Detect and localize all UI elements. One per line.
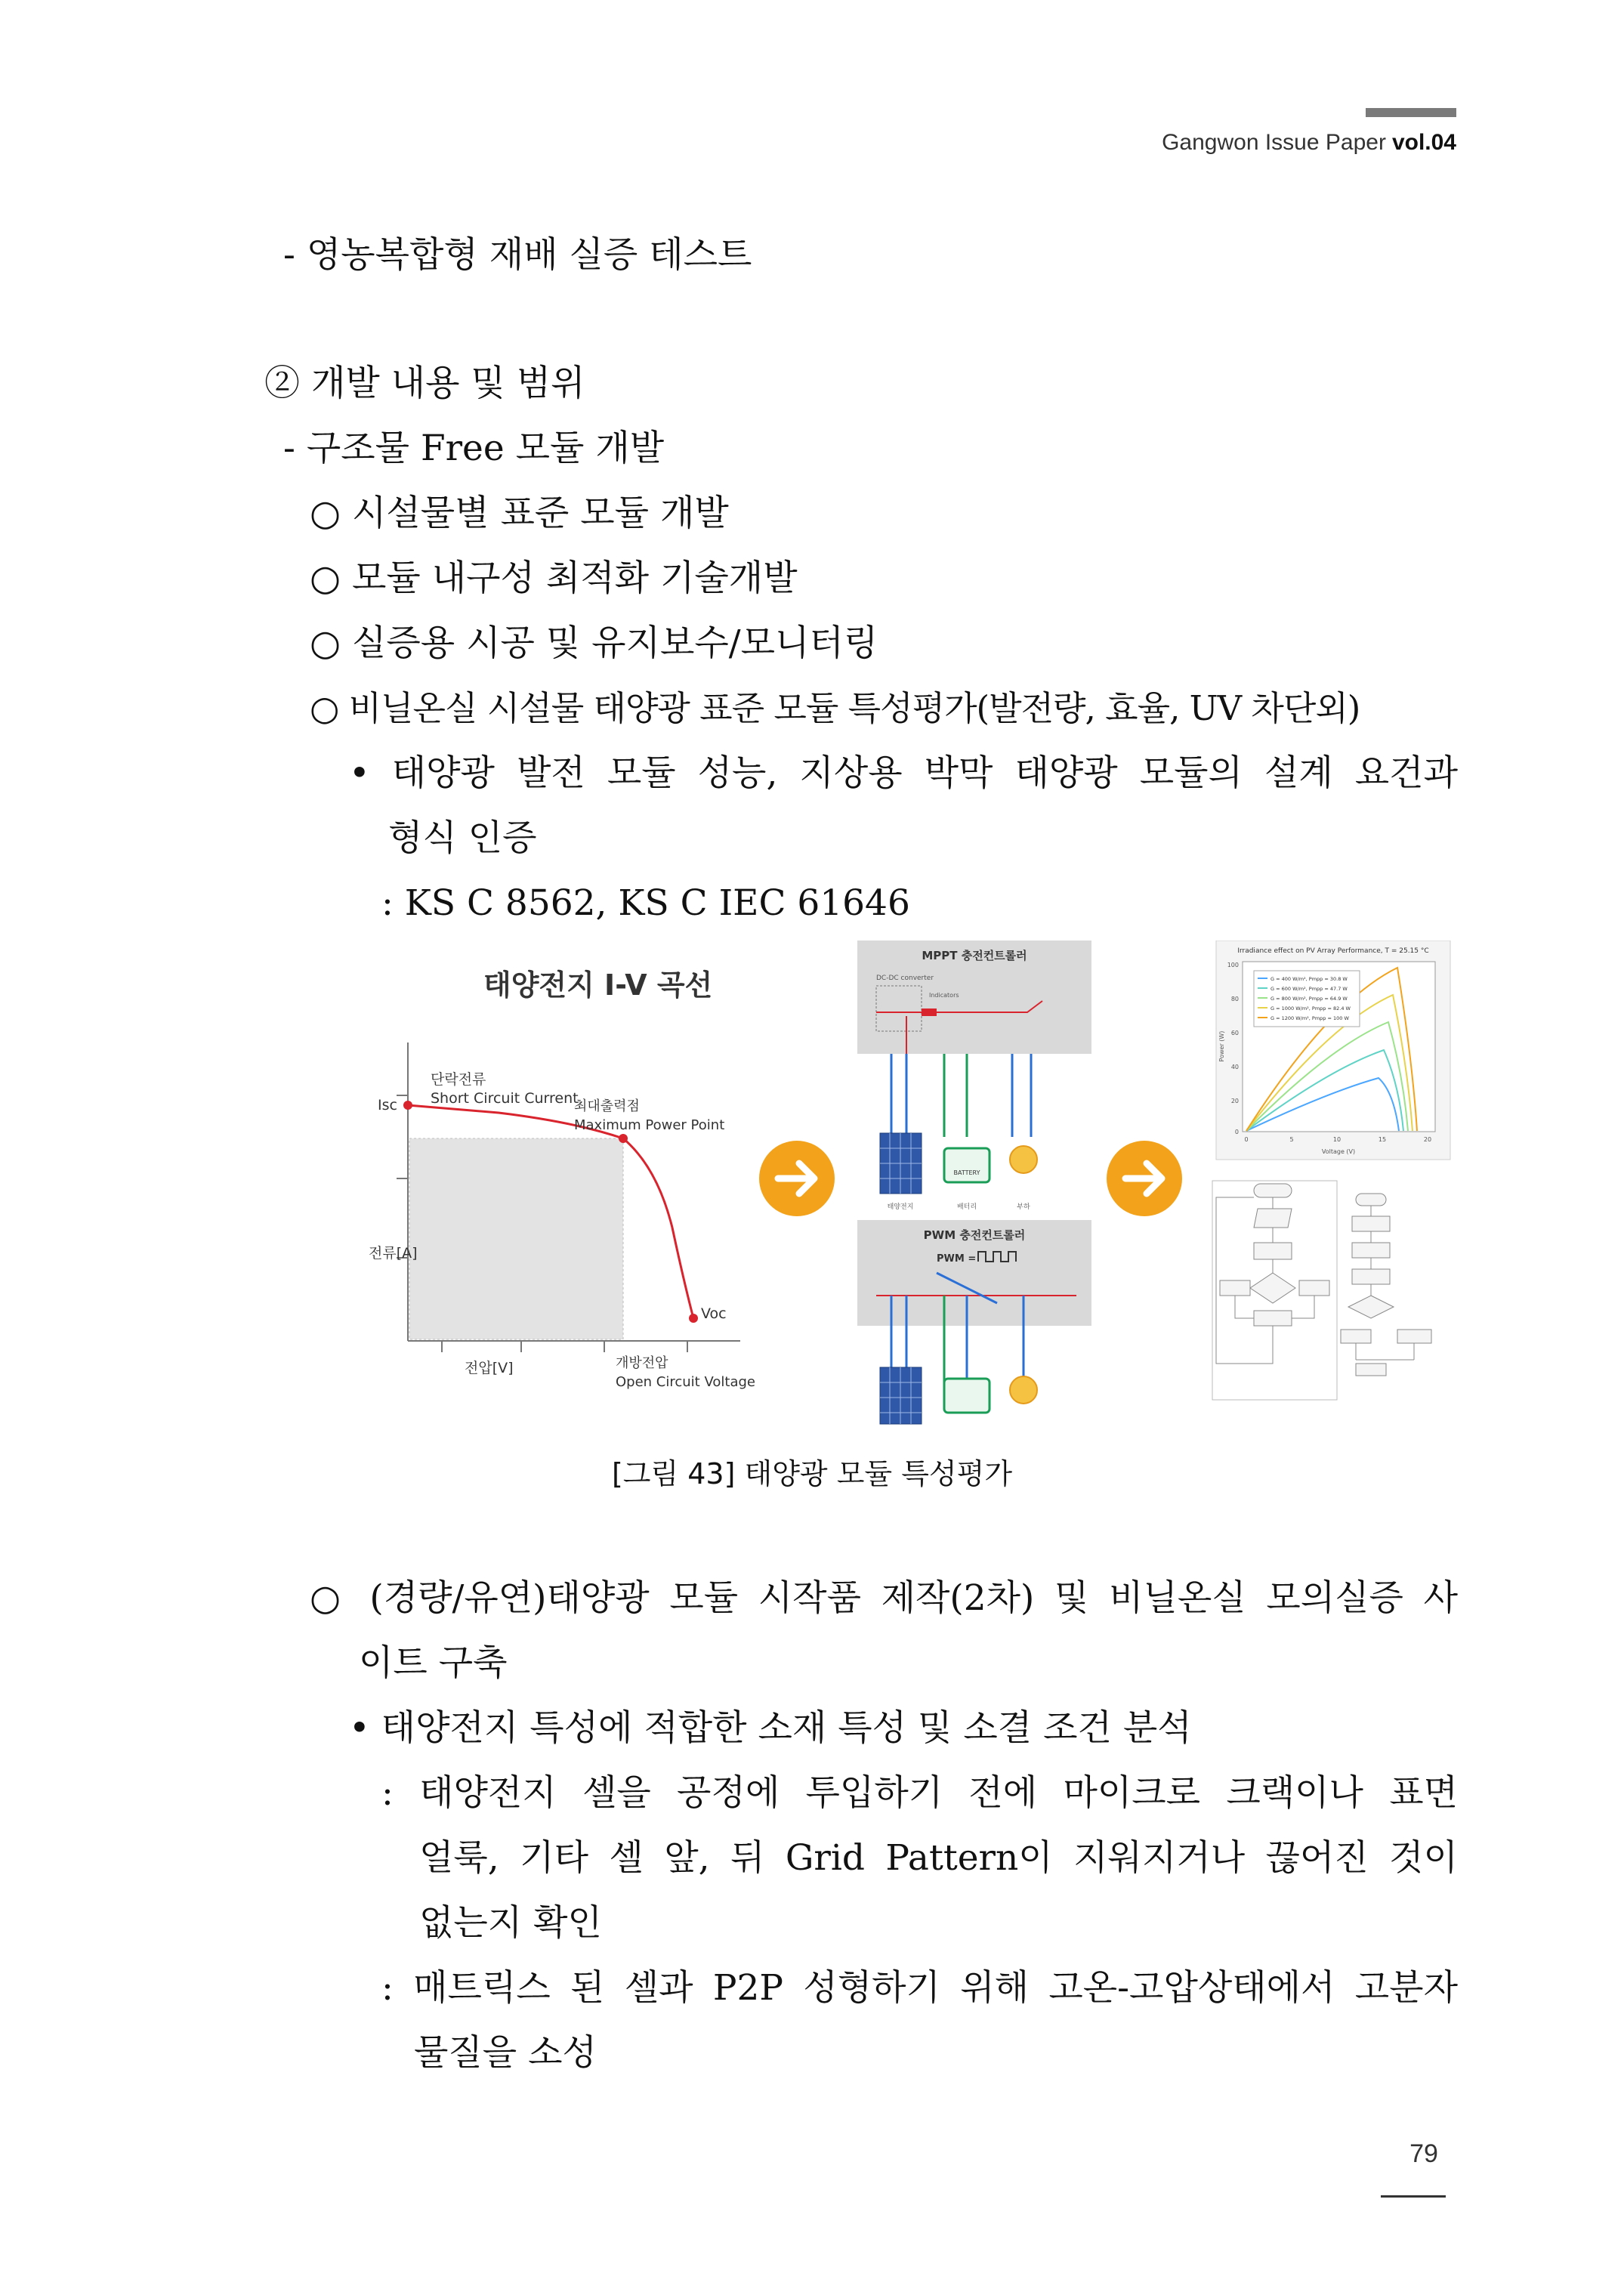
- indicators-label: Indicators: [929, 992, 959, 999]
- xtick-15: 15: [1378, 1136, 1387, 1143]
- bulb-icon: [1010, 1146, 1037, 1173]
- xtick-5: 5: [1289, 1136, 1294, 1143]
- footer-rule: [1381, 2195, 1446, 2198]
- battery-label: BATTERY: [953, 1169, 980, 1176]
- ytick-20: 20: [1230, 1098, 1239, 1104]
- load-label: 부하: [1017, 1203, 1030, 1211]
- dc-converter-label: DC-DC converter: [876, 975, 934, 982]
- ytick-80: 80: [1230, 996, 1239, 1002]
- body-line-7: ○ 비닐온실 시설물 태양광 표준 모듈 특성평가(발전량, 효율, UV 차단외): [310, 688, 1360, 728]
- figure-43: [347, 941, 1458, 1432]
- arrow-right-icon: [759, 1141, 835, 1216]
- body-line-17: : 매트릭스 된 셀과 P2P 성형하기 위해 고온-고압상태에서 고분자: [381, 1967, 1458, 2009]
- body-line-11: ○ (경량/유연)태양광 모듈 시작품 제작(2차) 및 비닐온실 모의실증 사: [310, 1577, 1458, 1619]
- body-line-1: - 영농복합형 재배 실증 테스트: [283, 234, 752, 276]
- xtick-0: 0: [1244, 1136, 1249, 1143]
- body-line-13: • 태양전지 특성에 적합한 소재 특성 및 소결 조건 분석: [349, 1707, 1192, 1749]
- pwm-diagram: [857, 1220, 1091, 1424]
- battery-icon-2: [944, 1379, 990, 1413]
- ytick-100: 100: [1227, 962, 1239, 968]
- pwm-label: PWM =: [937, 1253, 977, 1265]
- series-title: Gangwon Issue Paper: [1162, 130, 1386, 155]
- pv-chart-title: Irradiance effect on PV Array Performance, T = 25.15 °C: [1237, 947, 1429, 955]
- voc-label: Voc: [701, 1305, 727, 1322]
- oc-ko-label: 개방전압: [616, 1355, 668, 1371]
- panel-label: 태양전지: [887, 1203, 914, 1211]
- flowchart-right: [1341, 1194, 1431, 1376]
- body-line-16: 없는지 확인: [419, 1902, 602, 1944]
- body-line-18: 물질을 소성: [414, 2032, 597, 2074]
- flowchart-left: [1212, 1181, 1337, 1400]
- bulb-icon-2: [1010, 1376, 1037, 1404]
- ytick-60: 60: [1230, 1030, 1239, 1036]
- battery-icon: [944, 1148, 990, 1182]
- mpp-en-label: Maximum Power Point: [574, 1117, 725, 1133]
- body-line-10: : KS C 8562, KS C IEC 61646: [381, 882, 910, 924]
- iv-ylabel: 전류[A]: [369, 1245, 418, 1262]
- body-line-4: ○ 시설물별 표준 모듈 개발: [310, 493, 729, 534]
- body-line-5: ○ 모듈 내구성 최적화 기술개발: [310, 558, 798, 599]
- body-line-6: ○ 실증용 시공 및 유지보수/모니터링: [310, 622, 878, 664]
- header-rule: [1366, 108, 1456, 117]
- mppt-title: MPPT 충전컨트롤러: [922, 949, 1027, 962]
- legend-1000: G = 1000 W/m², Pmpp = 82.4 W: [1270, 1005, 1351, 1012]
- xtick-10: 10: [1332, 1136, 1341, 1143]
- mpp-rectangle: [409, 1138, 623, 1339]
- iv-xlabel: 전압[V]: [465, 1360, 514, 1376]
- figure-caption: [그림 43] 태양광 모듈 특성평가: [611, 1457, 1013, 1490]
- isc-label: Isc: [378, 1097, 397, 1114]
- legend-400: G = 400 W/m², Pmpp = 30.8 W: [1270, 976, 1348, 982]
- sc-ko-label: 단락전류: [431, 1071, 486, 1088]
- body-line-9: 형식 인증: [388, 817, 537, 859]
- pwm-title: PWM 충전컨트롤러: [923, 1228, 1026, 1242]
- xtick-20: 20: [1423, 1136, 1432, 1143]
- body-line-14: : 태양전지 셀을 공정에 투입하기 전에 마이크로 크랙이나 표면: [381, 1772, 1458, 1814]
- pv-xlabel: Voltage (V): [1321, 1148, 1356, 1155]
- ytick-0: 0: [1234, 1129, 1239, 1135]
- mppt-diagram: [857, 941, 1091, 1211]
- pv-ylabel: Power (W): [1218, 1030, 1225, 1062]
- sc-en-label: Short Circuit Current: [431, 1090, 579, 1107]
- legend-1200: G = 1200 W/m², Pmpp = 100 W: [1270, 1015, 1349, 1021]
- pv-power-chart: [1216, 941, 1450, 1160]
- volume-label: vol.04: [1391, 130, 1456, 155]
- body-line-12: 이트 구축: [359, 1642, 508, 1684]
- mpp-ko-label: 최대출력점: [574, 1098, 640, 1114]
- iv-title: 태양전지 I-V 곡선: [483, 968, 713, 1002]
- oc-en-label: Open Circuit Voltage: [616, 1374, 755, 1390]
- section-heading: ② 개발 내용 및 범위: [264, 363, 585, 404]
- legend-800: G = 800 W/m², Pmpp = 64.9 W: [1270, 996, 1348, 1002]
- page-number: 79: [1409, 2139, 1438, 2168]
- ytick-40: 40: [1230, 1064, 1239, 1070]
- battery-caption: 배터리: [956, 1203, 977, 1211]
- body-line-3: - 구조물 Free 모듈 개발: [283, 428, 665, 469]
- body-line-8: • 태양광 발전 모듈 성능, 지상용 박막 태양광 모듈의 설계 요건과: [349, 752, 1458, 794]
- running-header: [1162, 130, 1456, 156]
- arrow-right-icon-2: [1107, 1141, 1182, 1216]
- body-line-15: 얼룩, 기타 셀 앞, 뒤 Grid Pattern이 지워지거나 끊어진 것이: [419, 1837, 1458, 1879]
- legend-600: G = 600 W/m², Pmpp = 47.7 W: [1270, 986, 1348, 992]
- iv-curve-panel: [369, 968, 755, 1390]
